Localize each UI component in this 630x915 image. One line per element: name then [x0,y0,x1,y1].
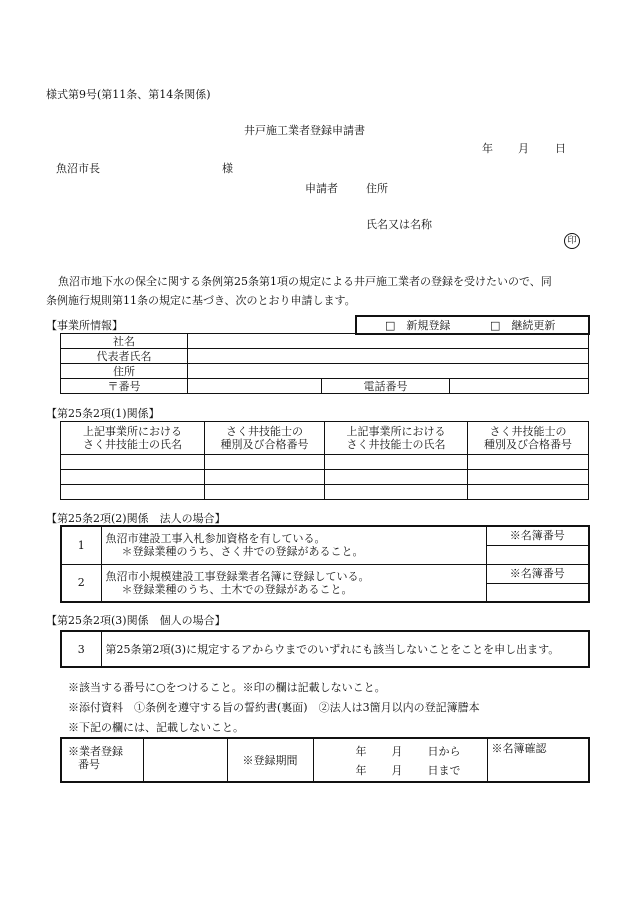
company-label: 社名 [61,334,188,349]
renewal-checkbox[interactable]: □ 継続更新 [490,319,556,332]
tech-header-2: さく井技能士の 種別及び合格番号 [205,422,325,455]
applicant-label: 申請者 [305,182,338,195]
indiv-row-no[interactable]: 3 [61,631,101,667]
note-2: ※添付資料 ①条例を遵守する旨の誓約書(裏面) ②法人は3箇月以内の登記簿謄本 [68,701,480,714]
technician-table [60,421,589,500]
office-use-table [60,737,590,783]
sec3-label: 【第25条2項(3)関係 個人の場合】 [46,614,226,627]
individual-table [60,630,590,668]
reg-number-field[interactable] [143,738,227,782]
company-field[interactable] [188,334,589,349]
reg-number-label: ※業者登録 番号 [61,738,143,782]
office-info-table [60,333,589,394]
form-number: 様式第9号(第11条、第14条関係) [46,88,211,101]
addressee: 魚沼市長 [56,162,100,175]
phone-field[interactable] [450,379,589,394]
representative-label: 代表者氏名 [61,349,188,364]
postal-field[interactable] [188,379,322,394]
corp-row-2-text: 魚沼市小規模建設工事登録業者名簿に登録している。 ＊登録業種のうち、土木での登録があること。 [101,564,486,602]
to-year: 年 [355,764,367,777]
office-section-label: 【事業所情報】 [46,319,123,332]
address-field[interactable] [188,364,589,379]
corporate-table [60,525,590,603]
representative-field[interactable] [188,349,589,364]
new-registration-checkbox[interactable]: □ 新規登録 [385,319,451,332]
table-row [61,470,589,485]
table-row [61,455,589,470]
to-day: 日まで [427,764,461,777]
sec1-label: 【第25条2項(1)関係】 [46,407,160,420]
date-day: 日 [555,142,566,155]
intro-line-2: 条例施行規則第11条の規定に基づき、次のとおり申請します。 [46,294,356,307]
from-year: 年 [355,745,367,758]
date-month: 月 [518,142,529,155]
corp-row-2-ref: ※名簿番号 [486,564,589,583]
corp-row-2-ref-field[interactable] [486,583,589,602]
name-label: 氏名又は名称 [366,218,432,231]
address-row-label: 住所 [61,364,188,379]
page-title: 井戸施工業者登録申請書 [244,124,365,137]
from-day: 日から [427,745,461,758]
to-month: 月 [391,764,403,777]
corp-row-1-text: 魚沼市建設工事入札参加資格を有している。 ＊登録業種のうち、さく井での登録があること。 [101,526,486,564]
date-year: 年 [482,142,493,155]
table-row [61,485,589,500]
indiv-row-text: 第25条第2項(3)に規定するアからウまでのいずれにも該当しないことをことを申し出ます。 [101,631,589,667]
corp-row-2-no[interactable]: 2 [61,564,101,602]
note-1: ※該当する番号に○をつけること。※印の欄は記載しないこと。 [68,681,386,694]
tech-header-1: 上記事業所における さく井技能士の氏名 [61,422,205,455]
postal-label: 〒番号 [61,379,188,394]
corp-row-1-ref: ※名簿番号 [486,526,589,545]
seal-icon: 印 [564,233,580,249]
note-3: ※下記の欄には、記載しないこと。 [68,721,244,734]
intro-line-1: 魚沼市地下水の保全に関する条例第25条第1項の規定による井戸施工業者の登録を受けたいので、同 [58,275,552,288]
period-dates [313,738,487,782]
address-label: 住所 [366,182,388,195]
honorific: 様 [222,162,233,175]
from-month: 月 [391,745,403,758]
tech-header-4: さく井技能士の 種別及び合格番号 [468,422,589,455]
period-label: ※登録期間 [227,738,313,782]
corp-row-1-no[interactable]: 1 [61,526,101,564]
list-confirm: ※名簿確認 [487,738,589,782]
phone-label: 電話番号 [322,379,450,394]
tech-header-3: 上記事業所における さく井技能士の氏名 [325,422,468,455]
corp-row-1-ref-field[interactable] [486,545,589,564]
sec2-label: 【第25条2項(2)関係 法人の場合】 [46,512,226,525]
